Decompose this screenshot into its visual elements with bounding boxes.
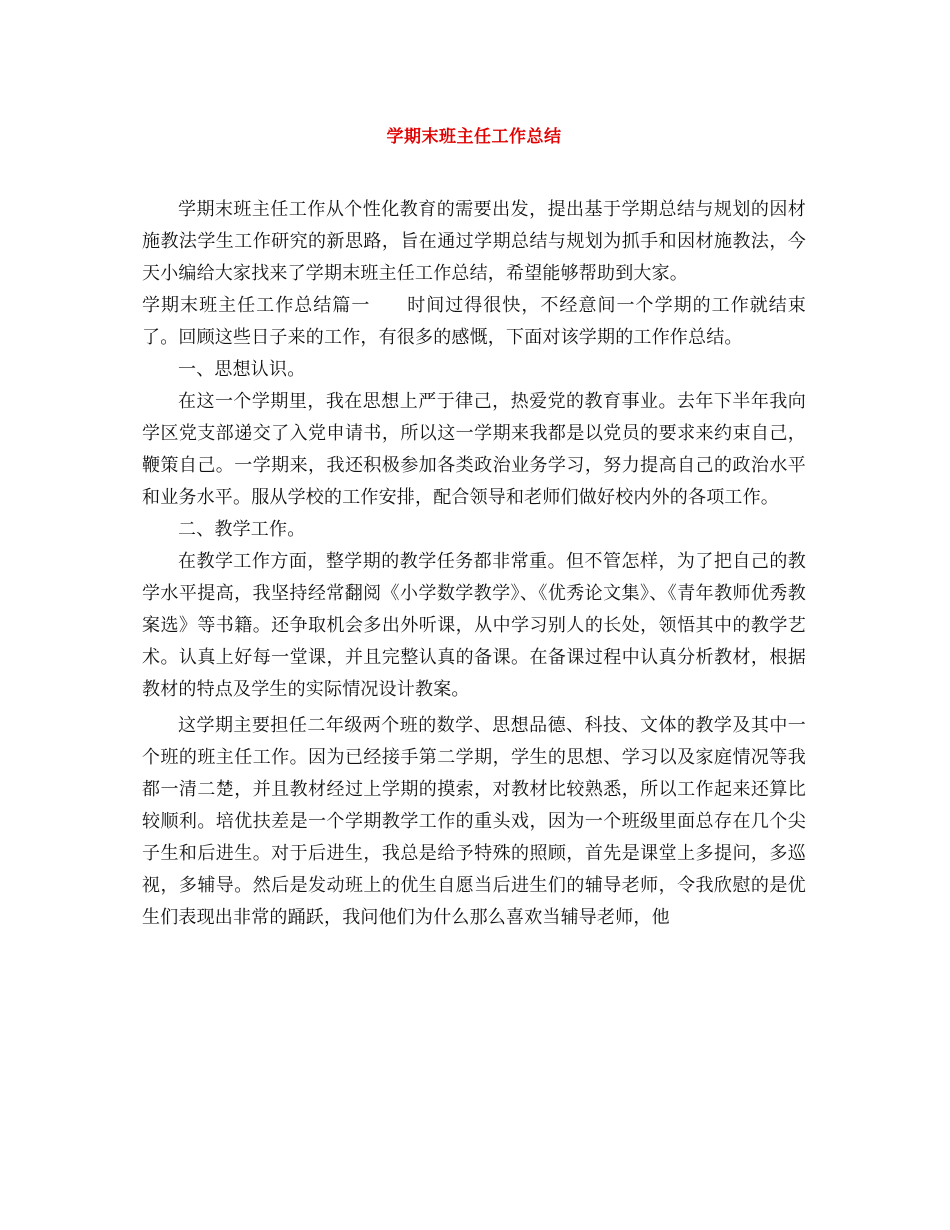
paragraph-class-work: 这学期主要担任二年级两个班的数学、思想品德、科技、文体的教学及其中一个班的班主任工作。因为已经接手第二学期，学生的思想、学习以及家庭情况等我都一清二楚，并且教材经过上学期的摸索，对教材比较熟悉，所以工作起来还算比较顺利。培优扶差是一个学期教学工作的重头戏，因为一个班级里面总存在几个尖子生和后进生。对于后进生，我总是给予特殊的照顾，首先是课堂上多提问，多巡视，多辅导。然后是发动班上的优生自愿当后进生们的辅导老师，令我欣慰的是优生们表现出非常的踊跃，我问他们为什么那么喜欢当辅导老师，他 bbox=[142, 715, 806, 928]
heading-thought: 一、思想认识。 bbox=[178, 359, 306, 380]
intro-paragraph: 学期末班主任工作从个性化教育的需要出发，提出基于学期总结与规划的因材施教法学生工作研究的新思路，旨在通过学期总结与规划为抓手和因材施教法，今天小编给大家找来了学期末班主任工作总结，希望能够帮助到大家。 bbox=[142, 199, 806, 284]
section-opening: 时间过得很快，不经意间一个学期的工作就结束了。回顾这些日子来的工作，有很多的感慨，下面对该学期的工作作总结。 bbox=[142, 295, 806, 348]
paragraph-teaching: 在教学工作方面，整学期的教学任务都非常重。但不管怎样，为了把自己的教学水平提高，我坚持经常翻阅《小学数学教学》、《优秀论文集》、《青年教师优秀教案选》等书籍。还争取机会多出外听课，从中学习别人的长处，领悟其中的教学艺术。认真上好每一堂课，并且完整认真的备课。在备课过程中认真分析教材，根据教材的特点及学生的实际情况设计教案。 bbox=[142, 551, 806, 700]
section-paragraph bbox=[142, 290, 806, 354]
document-title: 学期末班主任工作总结 bbox=[386, 127, 562, 147]
document-page bbox=[142, 124, 806, 934]
paragraph-thought: 在这一个学期里，我在思想上严于律己，热爱党的教育事业。去年下半年我向学区党支部递交了入党申请书，所以这一学期来我都是以党员的要求来约束自己，鞭策自己。一学期来，我还积极参加各类政治业务学习，努力提高自己的政治水平和业务水平。服从学校的工作安排，配合领导和老师们做好校内外的各项工作。 bbox=[142, 391, 806, 508]
section-heading: 学期末班主任工作总结篇一 bbox=[142, 295, 371, 316]
heading-teaching: 二、教学工作。 bbox=[178, 519, 306, 540]
